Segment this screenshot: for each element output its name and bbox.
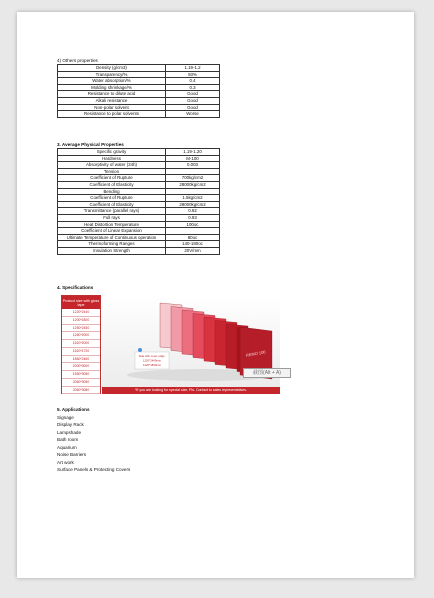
application-item: Bath room (57, 437, 79, 442)
applications-heading: 5. Applications (57, 407, 90, 412)
property-value: 93% (166, 71, 220, 78)
specifications-figure (61, 295, 280, 394)
table-row (58, 201, 220, 208)
table-row (58, 221, 220, 228)
property-value: 80oc (166, 234, 220, 241)
property-name: Resistance to polar solvents (58, 111, 166, 118)
table-row (58, 71, 220, 78)
specifications-footer: *If you are looking for special size, Pls. Contact to sales representatives. (102, 387, 280, 394)
property-name: Hardness (58, 155, 166, 162)
table-row (58, 168, 220, 175)
property-name: Density (g/cm3) (58, 65, 166, 72)
property-name: Full rays (58, 214, 166, 221)
property-name: Coefficient of Elasticity (58, 181, 166, 188)
table-row (58, 188, 220, 195)
others-properties-table (57, 64, 220, 118)
specifications-heading: 4. Specifications (57, 285, 94, 290)
property-value: 100oc (166, 221, 220, 228)
property-name: Transparency/% (58, 71, 166, 78)
size-item: 1860*2460 (62, 356, 100, 364)
table-row (58, 241, 220, 248)
property-value: 1.5kg/cm2 (166, 195, 220, 202)
application-item: Art work (57, 459, 74, 465)
property-name: Thermoforming Ranges (58, 241, 166, 248)
photo-note-line3: 1220*1830mm (142, 363, 162, 367)
physical-properties-heading: 3. Average Physical Properties (57, 142, 124, 147)
table-row (58, 84, 220, 91)
property-value: M-100 (166, 155, 220, 162)
property-name: Coefficient of Linear Expansion (58, 228, 166, 235)
size-item: 2000*3000 (62, 363, 100, 371)
property-value: Good (166, 104, 220, 111)
property-name: Specific gravity (58, 149, 166, 156)
property-name: Absorptivity of water (24h) (58, 162, 166, 169)
sample-label: REMO 100 (245, 349, 266, 358)
property-name: Tension (58, 168, 166, 175)
property-value: 28000kg/cm2 (166, 201, 220, 208)
property-value: 140-180oc (166, 241, 220, 248)
application-item: Aquarium (57, 444, 77, 450)
table-row (58, 175, 220, 182)
size-list-header: Product size with gloss tape (62, 296, 100, 309)
size-item: 1520*2000 (62, 340, 100, 348)
table-row (58, 111, 220, 118)
table-row (58, 91, 220, 98)
size-item: 1200*1800 (62, 317, 100, 325)
property-value: 0.003 (166, 162, 220, 169)
property-name: Transmittance (parallel rays) (58, 208, 166, 215)
screenshot-tooltip: 截图(Alt + A) (243, 368, 291, 378)
application-item: Signage (57, 414, 74, 420)
size-item: 1250*2450 (62, 325, 100, 333)
property-value (166, 188, 220, 195)
property-value: 700kg/cm2 (166, 175, 220, 182)
table-row (58, 195, 220, 202)
applications-section (57, 406, 130, 474)
size-item: 1520*1720 (62, 348, 100, 356)
property-value: 0.93 (166, 214, 220, 221)
table-row (58, 97, 220, 104)
size-item: 1220*2440 (62, 309, 100, 317)
property-value: Good (166, 97, 220, 104)
property-name: Non-polar solvent (58, 104, 166, 111)
physical-properties-table (57, 148, 220, 255)
table-row (58, 214, 220, 221)
size-item: 2060*3050 (62, 379, 100, 387)
property-value: Good (166, 91, 220, 98)
property-value: 1.19-1.20 (166, 149, 220, 156)
application-item: Surface Panels & Protecting Covers (57, 467, 131, 472)
property-name: Bending (58, 188, 166, 195)
table-row (58, 155, 220, 162)
property-name: Coefficient of Elasticity (58, 201, 166, 208)
property-value: 0.92 (166, 208, 220, 215)
table-row (58, 149, 220, 156)
table-row (58, 181, 220, 188)
property-name: Coefficient of Rupture (58, 195, 166, 202)
table-row (58, 228, 220, 235)
size-list (61, 295, 101, 394)
others-properties-heading: 4) Others properties (57, 58, 98, 63)
table-row (58, 247, 220, 254)
property-name: Water absorption/% (58, 78, 166, 85)
property-value: 0.3 (166, 84, 220, 91)
application-item: Noise Barriers (57, 452, 87, 457)
table-row (58, 104, 220, 111)
property-value (166, 228, 220, 235)
photo-note-line1: Side with cover edge: (138, 354, 166, 358)
table-row (58, 78, 220, 85)
table-row (58, 208, 220, 215)
property-value: Worse (166, 111, 220, 118)
property-name: Alkali resistance (58, 97, 166, 104)
size-item: 1550*3050 (62, 371, 100, 379)
property-name: Coefficient of Rupture (58, 175, 166, 182)
table-row (58, 65, 220, 72)
property-name: Heat Distortion Temperature (58, 221, 166, 228)
property-name: Molding shrinkage/% (58, 84, 166, 91)
property-value: 28000kg/cm2 (166, 181, 220, 188)
property-value: 1.19-1.2 (166, 65, 220, 72)
property-value (166, 168, 220, 175)
size-item: 1260*2000 (62, 332, 100, 340)
property-value: 0.4 (166, 78, 220, 85)
application-item: Display Rack (57, 422, 84, 427)
application-item: Lampshade (57, 429, 82, 435)
table-row (58, 234, 220, 241)
photo-note-line2: 1220*2440mm (142, 358, 162, 363)
property-value: 20V/mm (166, 247, 220, 254)
property-name: Resistance to dilute acid (58, 91, 166, 98)
property-name: Ultimate Temperature of Continuous operation (58, 234, 166, 241)
size-item: 2060*3080 (62, 387, 100, 395)
table-row (58, 162, 220, 169)
property-name: Insulation Strength (58, 247, 166, 254)
